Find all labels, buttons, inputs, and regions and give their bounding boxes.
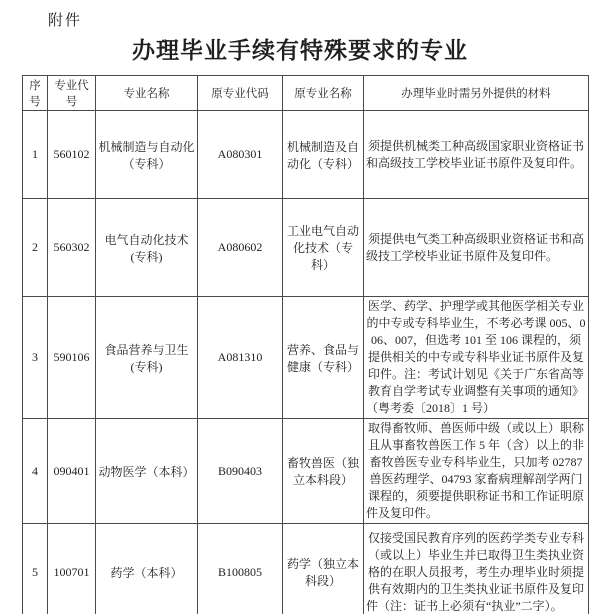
- cell-materials: 医学、药学、护理学或其他医学相关专业的中专或专科毕业生，不考必考课 005、006、007，但选考 101 至 106 课程的，须提供相关的中专或专科毕业证书原件及复印件。注：考试计划见《关于广东省高等教育自学考试专业调整有关事项的通知》（粤考委〔2018〕1 号）: [364, 297, 589, 419]
- cell-materials: 须提供机械类工种高级国家职业资格证书和高级技工学校毕业证书原件及复印件。: [364, 111, 589, 199]
- cell-old-name: 药学（独立本科段）: [283, 524, 364, 614]
- cell-old-name: 工业电气自动化技术（专科）: [283, 199, 364, 297]
- attachment-label: 附件: [48, 13, 83, 29]
- cell-old-code: A080301: [198, 111, 283, 199]
- cell-old-code: A080602: [198, 199, 283, 297]
- table-row: [23, 297, 589, 419]
- header-old-name: 原专业名称: [283, 76, 364, 111]
- cell-old-name: 机械制造及自动化（专科）: [283, 111, 364, 199]
- cell-old-code: B090403: [198, 419, 283, 524]
- table-row: [23, 199, 589, 297]
- cell-major-code: 100701: [48, 524, 96, 614]
- header-major-code: 专业代号: [48, 76, 96, 111]
- header-seq: 序号: [23, 76, 48, 111]
- cell-materials: 仅接受国民教育序列的医药学类专业专科（或以上）毕业生并已取得卫生类执业资格的在职人员报考，考生办理毕业时须提供有效期内的卫生类执业证书原件及复印件（注：证书上必须有“执业”二字）。: [364, 524, 589, 614]
- cell-major-name: 动物医学（本科）: [96, 419, 198, 524]
- page-title: 办理毕业手续有特殊要求的专业: [132, 38, 468, 63]
- cell-old-name: 畜牧兽医（独立本科段）: [283, 419, 364, 524]
- cell-seq: 5: [23, 524, 48, 614]
- header-major-name: 专业名称: [96, 76, 198, 111]
- cell-major-name: 机械制造与自动化（专科）: [96, 111, 198, 199]
- table-row: [23, 524, 589, 614]
- cell-seq: 4: [23, 419, 48, 524]
- majors-table: [22, 75, 589, 614]
- cell-major-code: 560102: [48, 111, 96, 199]
- cell-seq: 1: [23, 111, 48, 199]
- cell-major-code: 590106: [48, 297, 96, 419]
- header-row: [23, 76, 589, 111]
- cell-major-name: 电气自动化技术(专科): [96, 199, 198, 297]
- cell-seq: 3: [23, 297, 48, 419]
- table-row: [23, 111, 589, 199]
- header-old-code: 原专业代码: [198, 76, 283, 111]
- cell-old-name: 营养、食品与健康（专科）: [283, 297, 364, 419]
- cell-materials: 须提供电气类工种高级职业资格证书和高级技工学校毕业证书原件及复印件。: [364, 199, 589, 297]
- cell-major-name: 药学（本科）: [96, 524, 198, 614]
- table-row: [23, 419, 589, 524]
- cell-old-code: B100805: [198, 524, 283, 614]
- cell-major-code: 560302: [48, 199, 96, 297]
- cell-old-code: A081310: [198, 297, 283, 419]
- cell-major-code: 090401: [48, 419, 96, 524]
- cell-materials: 取得畜牧师、兽医师中级（或以上）职称且从事畜牧兽医工作 5 年（含）以上的非畜牧兽医专业专科毕业生，只加考 02787 兽医药理学、04793 家畜病理解剖学两门课程的，须要提供职称证书和工作证明原件及复印件。: [364, 419, 589, 524]
- cell-seq: 2: [23, 199, 48, 297]
- cell-major-name: 食品营养与卫生(专科): [96, 297, 198, 419]
- header-materials: 办理毕业时需另外提供的材料: [364, 76, 589, 111]
